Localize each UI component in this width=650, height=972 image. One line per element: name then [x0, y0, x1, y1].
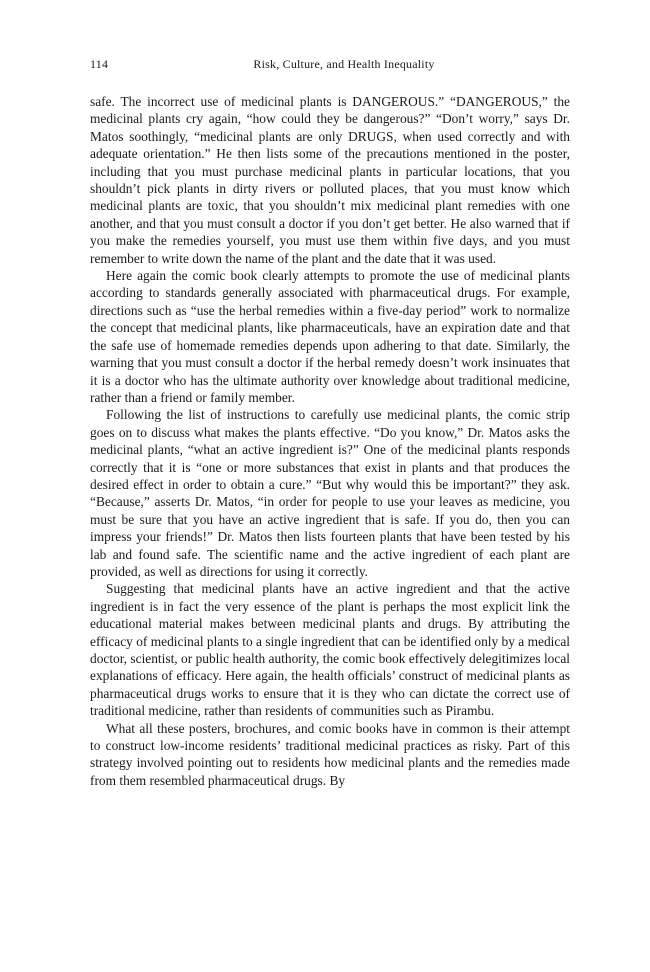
- paragraph: Following the list of instructions to carefully use medicinal plants, the comic strip goes on to discuss what makes the plants effective. “Do you know,” Dr. Matos asks the medicinal plants, “what an active ingredient is?” One of the medicinal plants responds correctly that it is “one or more substances that exist in plants and that produces the desired effect in order to obtain a cure.” “But why would this be important?” they ask. “Because,” asserts Dr. Matos, “in order for people to use your leaves as medicine, you must be sure that you have an active ingredient that is safe. If you do, then you can impress your friends!” Dr. Matos then lists fourteen plants that have been tested by his lab and found safe. The scientific name and the active ingredient of each plant are provided, as well as directions for using it correctly.: [90, 407, 570, 579]
- paragraph: Here again the comic book clearly attempts to promote the use of medicinal plants according to standards generally associated with pharmaceutical drugs. For example, directions such as “use the herbal remedies within a five-day period” work to normalize the concept that medicinal plants, like pharmaceuticals, have an expiration date and that the safe use of homemade remedies depends upon adhering to that date. Similarly, the warning that you must consult a doctor if the herbal remedy doesn’t work insinuates that it is a doctor who has the ultimate authority over knowledge about traditional medicine, rather than a friend or family member.: [90, 268, 570, 405]
- paragraph: What all these posters, brochures, and comic books have in common is their attempt to construct low-income residents’ traditional medicinal practices as risky. Part of this strategy involved pointing out to residents how medicinal plants and the remedies made from them resembled pharmaceutical drugs. By: [90, 720, 570, 788]
- page-number: 114: [90, 57, 109, 71]
- running-title: Risk, Culture, and Health Inequality: [253, 57, 435, 71]
- paragraph: Suggesting that medicinal plants have an active ingredient and that the active ingredient is in fact the very essence of the plant is perhaps the most explicit link the educational material makes between medicinal plants and drugs. By attributing the efficacy of medicinal plants to a single ingredient that can be identified only by a medical doctor, scientist, or public health authority, the comic book effectively delegitimizes local explanations of efficacy. Here again, the health officials’ construct of medicinal plants as pharmaceutical drugs works to ensure that it is they who can dictate the correct use of traditional medicine, rather than residents of communities such as Pirambu.: [90, 581, 570, 719]
- paragraph-continuation: safe. The incorrect use of medicinal plants is DANGEROUS.” “DANGEROUS,” the medicinal plants cry again, “how could they be dangerous?” “Don’t worry,” says Dr. Matos soothingly, “medicinal plants are only DRUGS, when used correctly and with adequate orientation.” He then lists some of the precautions mentioned in the poster, including that you must purchase medicinal plants in particular locations, that you shouldn’t pick plants in dirty rivers or polluted places, that you must know which medicinal plants are toxic, that you shouldn’t mix medicinal plant remedies with one another, and that you must consult a doctor if you don’t get better. He also warned that if you make the remedies yourself, you must use them within five days, and you must remember to write down the name of the plant and the date that it was used.: [90, 94, 570, 266]
- body-text: [90, 93, 570, 789]
- running-head: [90, 57, 570, 77]
